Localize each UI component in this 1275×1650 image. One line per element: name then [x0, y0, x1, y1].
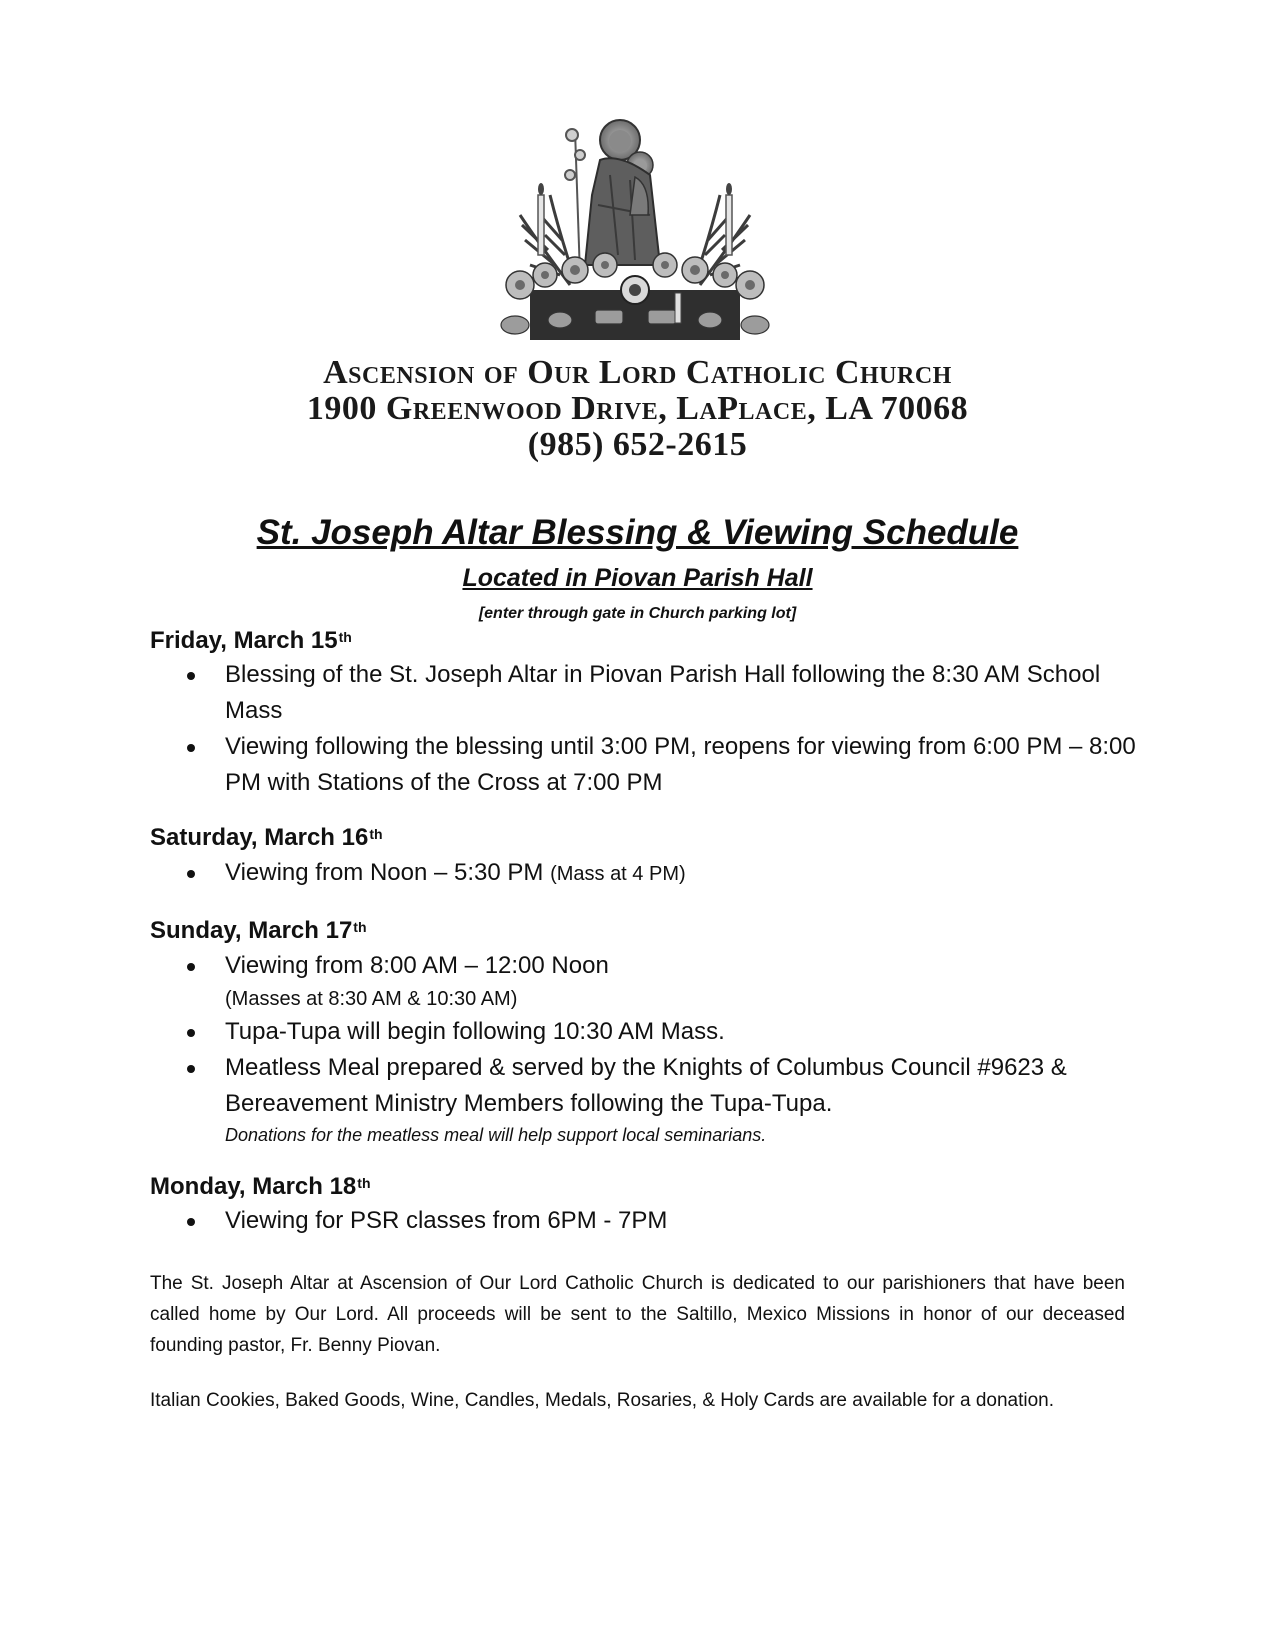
bullet-icon — [187, 672, 195, 680]
list-item — [150, 855, 1140, 892]
entrance-note: [enter through gate in Church parking lot] — [478, 605, 797, 622]
bullet-icon — [187, 1218, 195, 1226]
schedule-location: Located in Piovan Parish Hall — [462, 564, 813, 592]
friday-suffix: th — [338, 629, 352, 645]
monday-item-1: Viewing for PSR classes from 6PM - 7PM — [225, 1207, 668, 1234]
friday-item-1: Blessing of the St. Joseph Altar in Piovan Parish Hall following the 8:30 AM School Mass — [225, 661, 1101, 724]
sunday-label: Sunday, March 17 — [150, 917, 353, 944]
saturday-item-note: (Mass at 4 PM) — [550, 863, 686, 885]
friday-list — [150, 657, 1140, 801]
list-item — [150, 1203, 1140, 1239]
sunday-suffix: th — [353, 919, 367, 935]
dedication-paragraph: The St. Joseph Altar at Ascension of Our Lord Catholic Church is dedicated to our parishioners that have been called home by Our Lord. All proceeds will be sent to the Saltillo, Mexico Missions in honor of our deceased founding pastor, Fr. Benny Piovan. — [150, 1273, 1125, 1356]
donations-paragraph: Italian Cookies, Baked Goods, Wine, Candles, Medals, Rosaries, & Holy Cards are available for a donation. — [150, 1390, 1055, 1411]
saturday-list — [150, 855, 1140, 892]
sunday-list — [150, 948, 1140, 1148]
sunday-item-1-note: (Masses at 8:30 AM & 10:30 AM) — [225, 988, 518, 1010]
church-name: Ascension of Our Lord Catholic Church — [323, 354, 952, 391]
saturday-label: Saturday, March 16 — [150, 824, 369, 851]
church-address: 1900 Greenwood Drive, LaPlace, LA 70068 — [306, 390, 969, 427]
monday-list — [150, 1203, 1140, 1239]
schedule-title: St. Joseph Altar Blessing & Viewing Schedule — [256, 513, 1019, 552]
list-item — [150, 657, 1140, 729]
bullet-icon — [187, 870, 195, 878]
sunday-item-1-main: Viewing from 8:00 AM – 12:00 Noon — [225, 952, 609, 979]
sunday-item-3-main: Meatless Meal prepared & served by the Knights of Columbus Council #9623 & Bereavement Ministry Members following the Tupa-Tupa. — [225, 1054, 1067, 1117]
bullet-icon — [187, 1065, 195, 1073]
monday-suffix: th — [357, 1175, 371, 1191]
bullet-icon — [187, 744, 195, 752]
saturday-suffix: th — [369, 826, 383, 842]
list-item — [150, 1050, 1140, 1148]
sunday-item-2: Tupa-Tupa will begin following 10:30 AM Mass. — [225, 1018, 725, 1045]
saturday-heading — [150, 823, 383, 853]
list-item — [150, 1014, 1140, 1050]
bullet-icon — [187, 963, 195, 971]
sunday-heading — [150, 916, 367, 946]
monday-heading — [150, 1172, 371, 1202]
friday-label: Friday, March 15 — [150, 627, 338, 654]
church-header — [0, 355, 1275, 463]
st-joseph-altar-illustration-icon — [500, 115, 770, 340]
list-item — [150, 729, 1140, 801]
sunday-item-3-note: Donations for the meatless meal will help support local seminarians. — [225, 1125, 767, 1145]
saturday-item-main: Viewing from Noon – 5:30 PM — [225, 859, 544, 886]
friday-heading — [150, 626, 352, 656]
list-item — [150, 948, 1140, 1014]
church-phone: (985) 652-2615 — [527, 426, 748, 463]
friday-item-2: Viewing following the blessing until 3:00 PM, reopens for viewing from 6:00 PM – 8:00 PM with Stations of the Cross at 7:00 PM — [225, 733, 1136, 796]
bullet-icon — [187, 1029, 195, 1037]
monday-label: Monday, March 18 — [150, 1173, 357, 1200]
